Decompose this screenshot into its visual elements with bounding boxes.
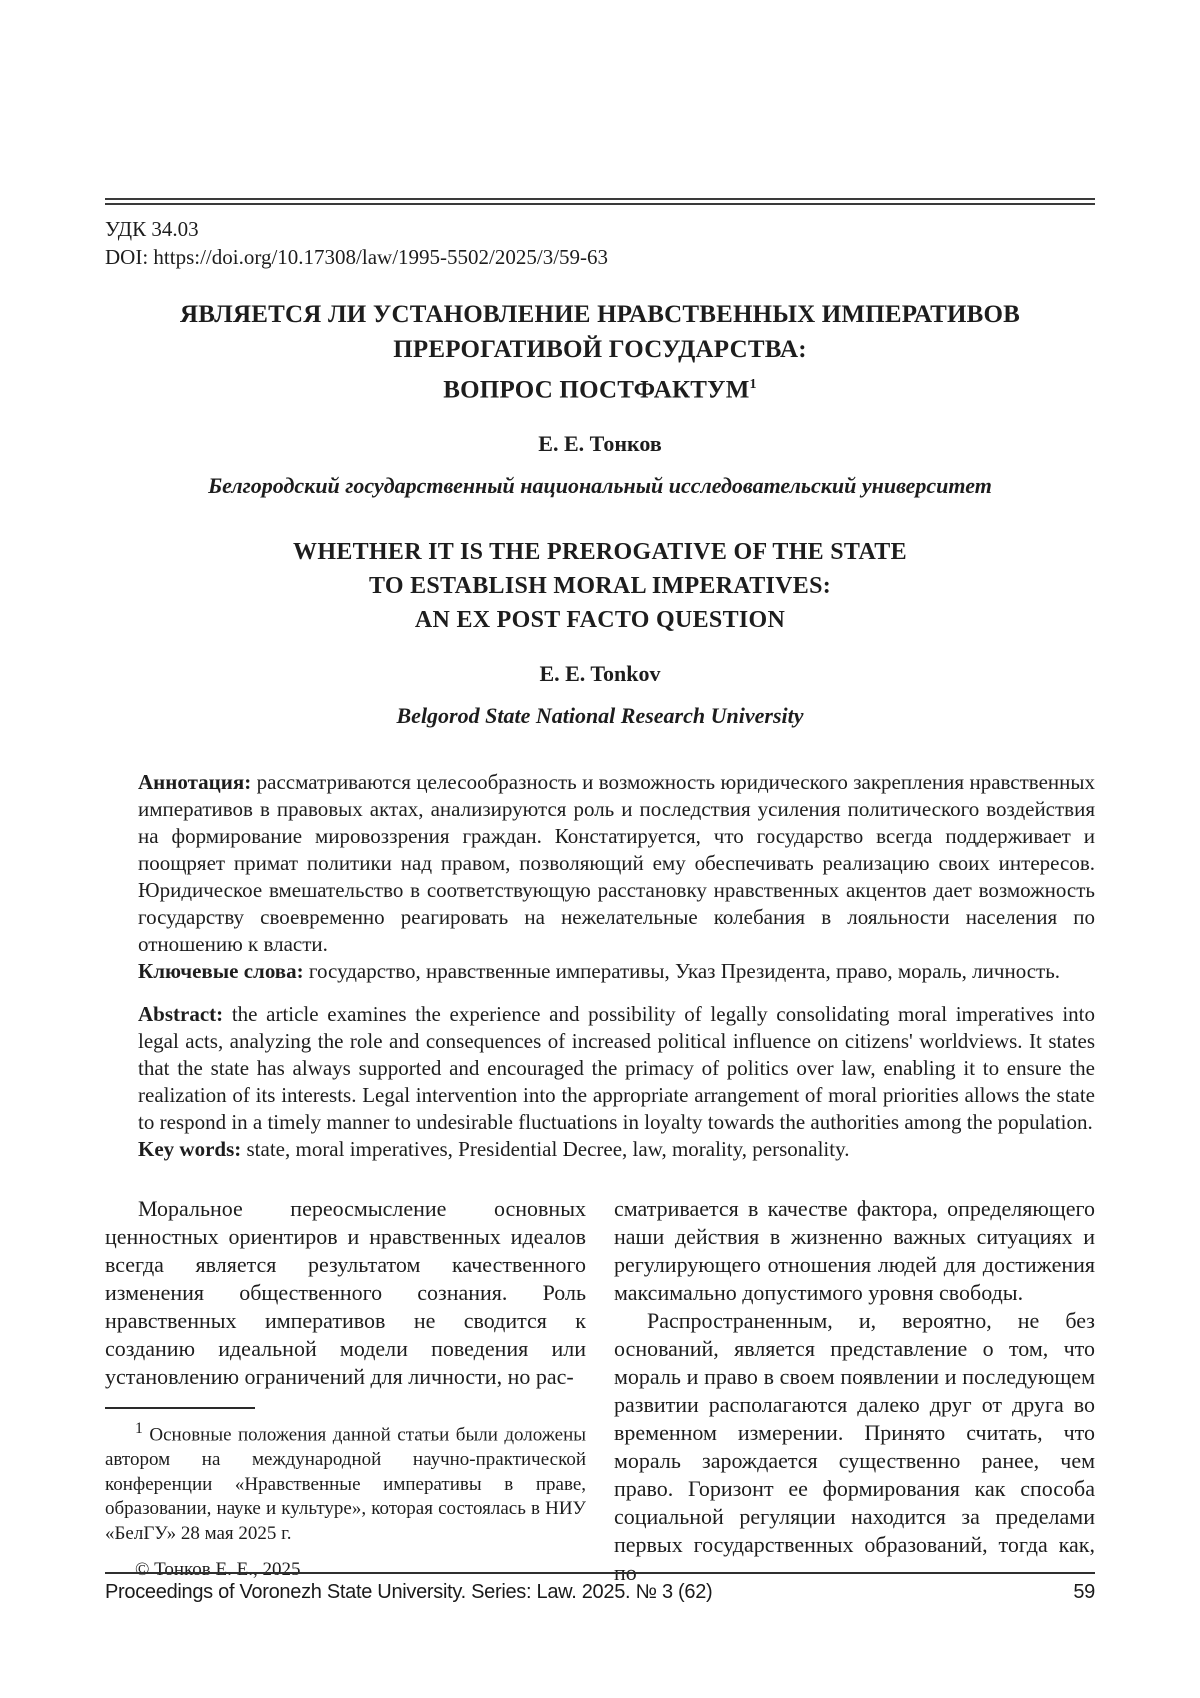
copyright-line: © Тонков Е. Е., 2025 [135,1559,301,1581]
body-paragraph-1-continuation: сматривается в качестве фактора, определяющего наши действия в жизненно важных ситуациях и регулирующего отношения людей для достижения максимально допустимого уровня свободы. [614,1196,1095,1306]
affiliation-ru: Белгородский государственный национальный исследовательский университет [208,473,992,499]
abstract-text: the article examines the experience and possibility of legally consolidating moral imperatives into legal acts, analyzing the role and consequences of increased political influence on citizens' worldviews. It states that the state has always supported and encouraged the primacy of politics over law, enabling it to ensure the realization of its interests. Legal intervention into the appropriate arrangement of moral priorities allows the state to respond in a timely manner to undesirable fluctuations in loyalty towards the authorities among the population. [138,1002,1095,1135]
article-title-en-line2: TO ESTABLISH MORAL IMPERATIVES: [368,573,832,600]
doi-line: DOI: https://doi.org/10.17308/law/1995-5502/2025/3/59-63 [105,245,609,269]
footnote-mark: 1 [135,1420,143,1438]
udc-code: УДК 34.03 [105,217,199,241]
author-name-en: E. E. Tonkov [539,661,661,687]
abstract-paragraph [138,1001,1095,1136]
left-column [105,1195,586,1587]
article-title-en [105,535,1095,637]
body-columns [105,1195,1095,1587]
annotation-block [105,769,1095,985]
abstract-block [105,1001,1095,1163]
abstract-label: Abstract: [138,1002,224,1027]
article-title-ru-line2: ПРЕРОГАТИВОЙ ГОСУДАРСТВА: [393,336,807,363]
annotation-label: Аннотация: [138,770,252,795]
article-title-en-line3: AN EX POST FACTO QUESTION [414,607,786,634]
body-paragraph-2: Распространенным, и, вероятно, не без оснований, является представление о том, что мораль и право в своем появлении и последующем развитии располагаются далеко друг от друга во временном измерении. Принято считать, что мораль зарождается существенно ранее, чем право. Горизонт ее формирования как способа социальной регуляции находится за пределами первых государственных образований, тогда как, по [614,1308,1095,1586]
footnote-separator-rule [105,1407,255,1409]
footnote-text: $^1$ Основные положения данной статьи были доложены автором на международной научно-практической конференции «Нравственные императивы в праве, образовании, науке и культуре», которая состоялась в НИУ «БелГУ» 28 мая 2025 г. [105,1420,586,1544]
keywords-en-label: Key words: [138,1137,242,1162]
article-title-ru [105,297,1095,407]
keywords-ru [138,958,1095,985]
keywords-en [138,1136,1095,1163]
title-footnote-mark: 1 [749,377,757,392]
right-column [614,1195,1095,1587]
journal-name: Proceedings of Voronezh State University. Series: Law. 2025. № 3 (62) [105,1581,713,1603]
article-title-ru-line3: ВОПРОС ПОСТФАКТУМ$^1$ [443,376,757,404]
body-paragraph-1: Моральное переосмысление основных ценностных ориентиров и нравственных идеалов всегда является результатом качественного изменения общественного сознания. Роль нравственных императивов не сводится к созданию идеальной модели поведения или установлению ограничений для личности, но рас- [105,1196,586,1390]
page-number: 59 [1073,1581,1095,1603]
keywords-en-text: state, moral imperatives, Presidential Decree, law, morality, personality. [246,1137,850,1162]
article-title-ru-line1: ЯВЛЯЕТСЯ ЛИ УСТАНОВЛЕНИЕ НРАВСТВЕННЫХ ИМПЕРАТИВОВ [180,301,1020,328]
annotation-paragraph [138,769,1095,958]
keywords-ru-label: Ключевые слова: [138,959,304,984]
author-name-ru: Е. Е. Тонков [538,431,662,457]
keywords-ru-text: государство, нравственные императивы, Указ Президента, право, мораль, личность. [308,959,1061,984]
affiliation-en: Belgorod State National Research University [396,703,804,729]
article-title-en-line1: WHETHER IT IS THE PREROGATIVE OF THE STATE [293,539,907,566]
top-double-rule [105,198,1095,205]
annotation-text: рассматриваются целесообразность и возможность юридического закрепления нравственных императивов в правовых актах, анализируются роль и последствия усиления политического воздействия на формирование мировоззрения граждан. Констатируется, что государство всегда поддерживает и поощряет примат политики над правом, позволяющий ему обеспечивать реализацию своих интересов. Юридическое вмешательство в соответствующую расстановку нравственных акцентов дает возможность государству своевременно реагировать на нежелательные колебания в лояльности населения по отношению к власти. [138,770,1096,957]
footnote-block [105,1407,586,1582]
page-footer [105,1572,1095,1604]
